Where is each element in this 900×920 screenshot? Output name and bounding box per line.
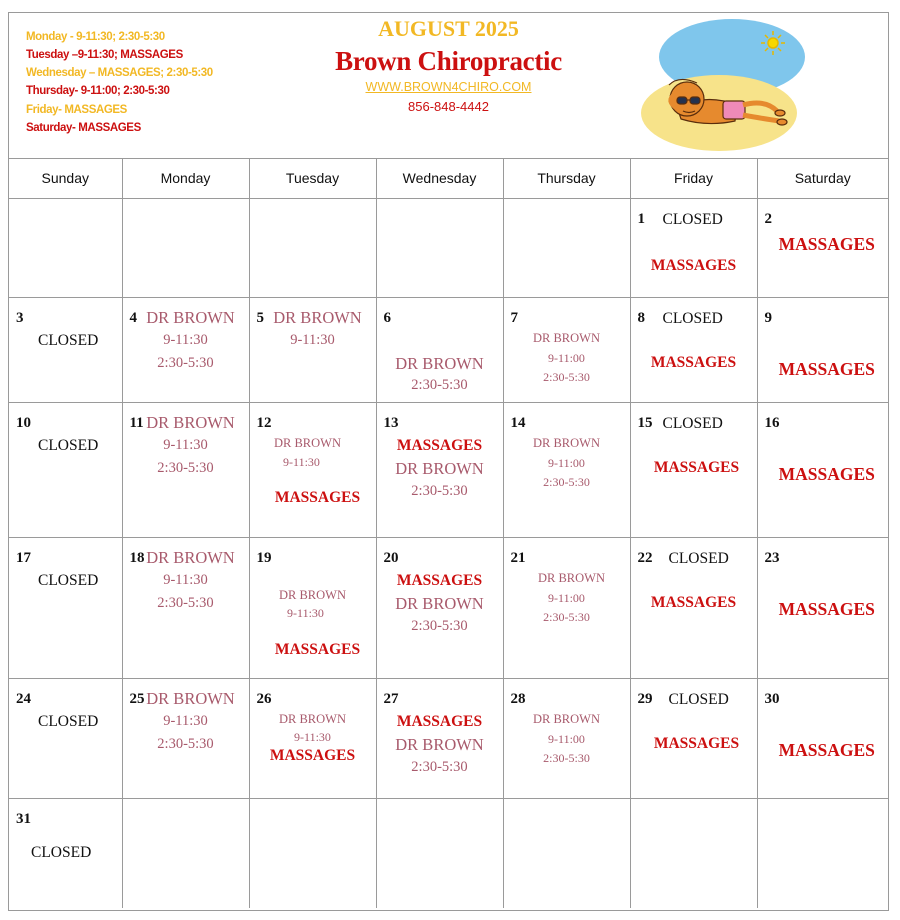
massages-label: MASSAGES <box>778 359 875 379</box>
day-cell <box>757 298 888 403</box>
day-cell <box>122 538 249 679</box>
afternoon-hours: 2:30-5:30 <box>411 618 468 634</box>
empty-day-cell <box>376 799 503 908</box>
morning-hours: 9-11:00 <box>548 456 585 470</box>
massages-label: MASSAGES <box>778 599 875 619</box>
day-number: 16 <box>764 415 780 431</box>
massages-label: MASSAGES <box>778 740 875 760</box>
day-number: 21 <box>510 550 526 566</box>
day-cell <box>503 538 630 679</box>
week-row <box>9 298 888 403</box>
dr-brown-label: DR BROWN <box>395 354 484 373</box>
day-number: 4 <box>129 310 137 326</box>
hours-thursday: Thursday- 9-11:00; 2:30-5:30 <box>26 85 170 97</box>
day-number: 6 <box>383 310 391 326</box>
practice-name: Brown Chiropractic <box>335 46 562 76</box>
day-cell <box>630 199 757 298</box>
day-number: 3 <box>16 310 24 326</box>
day-number: 20 <box>383 550 399 566</box>
empty-day-cell <box>376 199 503 298</box>
massages-label: MASSAGES <box>653 735 740 752</box>
closed-label: CLOSED <box>38 572 99 589</box>
morning-hours: 9-11:30 <box>294 730 331 744</box>
day-number: 1 <box>637 211 645 227</box>
closed-label: CLOSED <box>668 691 729 708</box>
dr-brown-label: DR BROWN <box>146 308 235 327</box>
day-cell <box>630 538 757 679</box>
empty-day-cell <box>249 199 376 298</box>
afternoon-hours: 2:30-5:30 <box>157 595 214 611</box>
morning-hours: 9-11:30 <box>163 572 208 588</box>
massages-label: MASSAGES <box>650 354 737 371</box>
weekday-header: Wednesday <box>376 158 503 199</box>
calendar-page <box>8 12 889 911</box>
day-number: 27 <box>383 691 399 707</box>
closed-label: CLOSED <box>662 211 723 228</box>
hours-wednesday: Wednesday – MASSAGES; 2:30-5:30 <box>26 67 213 79</box>
day-number: 28 <box>510 691 526 707</box>
morning-hours: 9-11:30 <box>290 332 335 348</box>
week-row <box>9 799 888 908</box>
morning-hours: 9-11:00 <box>548 351 585 365</box>
day-cell <box>122 298 249 403</box>
empty-day-cell <box>122 799 249 908</box>
dr-brown-label: DR BROWN <box>273 436 342 450</box>
day-cell <box>757 679 888 799</box>
day-cell <box>376 403 503 538</box>
massages-label: MASSAGES <box>650 594 737 611</box>
dr-brown-label: DR BROWN <box>273 308 362 327</box>
dr-brown-label: DR BROWN <box>278 588 347 602</box>
massages-label: MASSAGES <box>396 437 483 454</box>
day-cell <box>9 799 122 908</box>
day-cell <box>503 679 630 799</box>
day-number: 23 <box>764 550 780 566</box>
week-row <box>9 679 888 799</box>
dr-brown-label: DR BROWN <box>395 459 484 478</box>
massages-label: MASSAGES <box>396 572 483 589</box>
dr-brown-label: DR BROWN <box>532 712 601 726</box>
massages-label: MASSAGES <box>269 747 356 764</box>
day-number: 26 <box>256 691 272 707</box>
day-cell <box>249 679 376 799</box>
empty-day-cell <box>503 799 630 908</box>
day-number: 11 <box>129 415 144 431</box>
day-number: 17 <box>16 550 31 566</box>
empty-day-cell <box>9 199 122 298</box>
closed-label: CLOSED <box>662 310 723 327</box>
day-number: 5 <box>256 310 264 326</box>
afternoon-hours: 2:30-5:30 <box>157 736 214 752</box>
day-number: 13 <box>383 415 399 431</box>
day-number: 10 <box>16 415 31 431</box>
day-number: 30 <box>764 691 780 707</box>
morning-hours: 9-11:30 <box>283 455 320 469</box>
afternoon-hours: 2:30-5:30 <box>543 475 590 489</box>
day-cell <box>376 298 503 403</box>
hours-monday: Monday - 9-11:30; 2:30-5:30 <box>26 31 165 43</box>
day-cell <box>122 679 249 799</box>
massages-label: MASSAGES <box>778 464 875 484</box>
closed-label: CLOSED <box>38 713 99 730</box>
dr-brown-label: DR BROWN <box>278 712 347 726</box>
dr-brown-label: DR BROWN <box>395 735 484 754</box>
day-number: 7 <box>510 310 518 326</box>
massages-label: MASSAGES <box>274 489 361 506</box>
weekday-header: Tuesday <box>249 158 376 199</box>
closed-label: CLOSED <box>38 332 99 349</box>
afternoon-hours: 2:30-5:30 <box>543 610 590 624</box>
afternoon-hours: 2:30-5:30 <box>543 370 590 384</box>
weekday-header: Sunday <box>9 158 122 199</box>
massages-label: MASSAGES <box>778 234 875 254</box>
day-cell <box>757 199 888 298</box>
day-number: 24 <box>16 691 31 707</box>
hours-friday: Friday- MASSAGES <box>26 104 127 116</box>
empty-day-cell <box>630 799 757 908</box>
day-cell <box>249 298 376 403</box>
morning-hours: 9-11:00 <box>548 732 585 746</box>
dr-brown-label: DR BROWN <box>146 413 235 432</box>
dr-brown-label: DR BROWN <box>146 548 235 567</box>
day-cell <box>249 538 376 679</box>
month-title: AUGUST 2025 <box>378 16 519 41</box>
dr-brown-label: DR BROWN <box>146 689 235 708</box>
day-cell <box>122 403 249 538</box>
afternoon-hours: 2:30-5:30 <box>543 751 590 765</box>
day-cell <box>9 403 122 538</box>
dr-brown-label: DR BROWN <box>532 331 601 345</box>
day-cell <box>630 298 757 403</box>
day-number: 8 <box>637 310 645 326</box>
website-link[interactable]: WWW.BROWN4CHIRO.COM <box>365 80 532 94</box>
weekday-header: Thursday <box>503 158 630 199</box>
day-number: 12 <box>256 415 272 431</box>
closed-label: CLOSED <box>38 437 99 454</box>
dr-brown-label: DR BROWN <box>532 436 601 450</box>
morning-hours: 9-11:30 <box>287 606 324 620</box>
hours-tuesday: Tuesday –9-11:30; MASSAGES <box>26 49 183 61</box>
week-row <box>9 403 888 538</box>
afternoon-hours: 2:30-5:30 <box>411 483 468 499</box>
day-number: 15 <box>637 415 653 431</box>
morning-hours: 9-11:30 <box>163 332 208 348</box>
week-row <box>9 538 888 679</box>
morning-hours: 9-11:30 <box>163 713 208 729</box>
phone-number: 856-848-4442 <box>408 99 489 114</box>
empty-day-cell <box>757 799 888 908</box>
afternoon-hours: 2:30-5:30 <box>411 377 468 393</box>
afternoon-hours: 2:30-5:30 <box>411 759 468 775</box>
day-cell <box>9 538 122 679</box>
day-cell <box>376 679 503 799</box>
weekday-header: Friday <box>630 158 757 199</box>
day-number: 14 <box>510 415 526 431</box>
day-number: 18 <box>129 550 145 566</box>
dr-brown-label: DR BROWN <box>395 594 484 613</box>
day-number: 29 <box>637 691 653 707</box>
beach-sunbather-illustration <box>637 15 807 155</box>
closed-label: CLOSED <box>668 550 729 567</box>
morning-hours: 9-11:00 <box>548 591 585 605</box>
massages-label: MASSAGES <box>650 257 737 274</box>
weekday-header: Saturday <box>757 158 888 199</box>
closed-label: CLOSED <box>31 844 92 861</box>
day-number: 22 <box>637 550 653 566</box>
weekday-header-row <box>9 158 888 199</box>
afternoon-hours: 2:30-5:30 <box>157 460 214 476</box>
massages-label: MASSAGES <box>274 641 361 658</box>
closed-label: CLOSED <box>662 415 723 432</box>
massages-label: MASSAGES <box>396 713 483 730</box>
day-cell <box>503 298 630 403</box>
afternoon-hours: 2:30-5:30 <box>157 355 214 371</box>
calendar-header <box>9 13 888 159</box>
day-number: 31 <box>16 811 31 827</box>
massages-label: MASSAGES <box>653 459 740 476</box>
day-number: 25 <box>129 691 145 707</box>
day-number: 2 <box>764 211 772 227</box>
day-number: 19 <box>256 550 272 566</box>
day-cell <box>9 298 122 403</box>
dr-brown-label: DR BROWN <box>537 571 606 585</box>
month-calendar-grid <box>9 158 888 908</box>
weekday-header: Monday <box>122 158 249 199</box>
empty-day-cell <box>503 199 630 298</box>
day-cell <box>757 538 888 679</box>
day-cell <box>503 403 630 538</box>
hours-saturday: Saturday- MASSAGES <box>26 122 141 134</box>
day-cell <box>9 679 122 799</box>
day-cell <box>630 403 757 538</box>
day-cell <box>630 679 757 799</box>
empty-day-cell <box>122 199 249 298</box>
day-cell <box>376 538 503 679</box>
day-number: 9 <box>764 310 772 326</box>
day-cell <box>249 403 376 538</box>
week-row <box>9 199 888 298</box>
morning-hours: 9-11:30 <box>163 437 208 453</box>
day-cell <box>757 403 888 538</box>
empty-day-cell <box>249 799 376 908</box>
